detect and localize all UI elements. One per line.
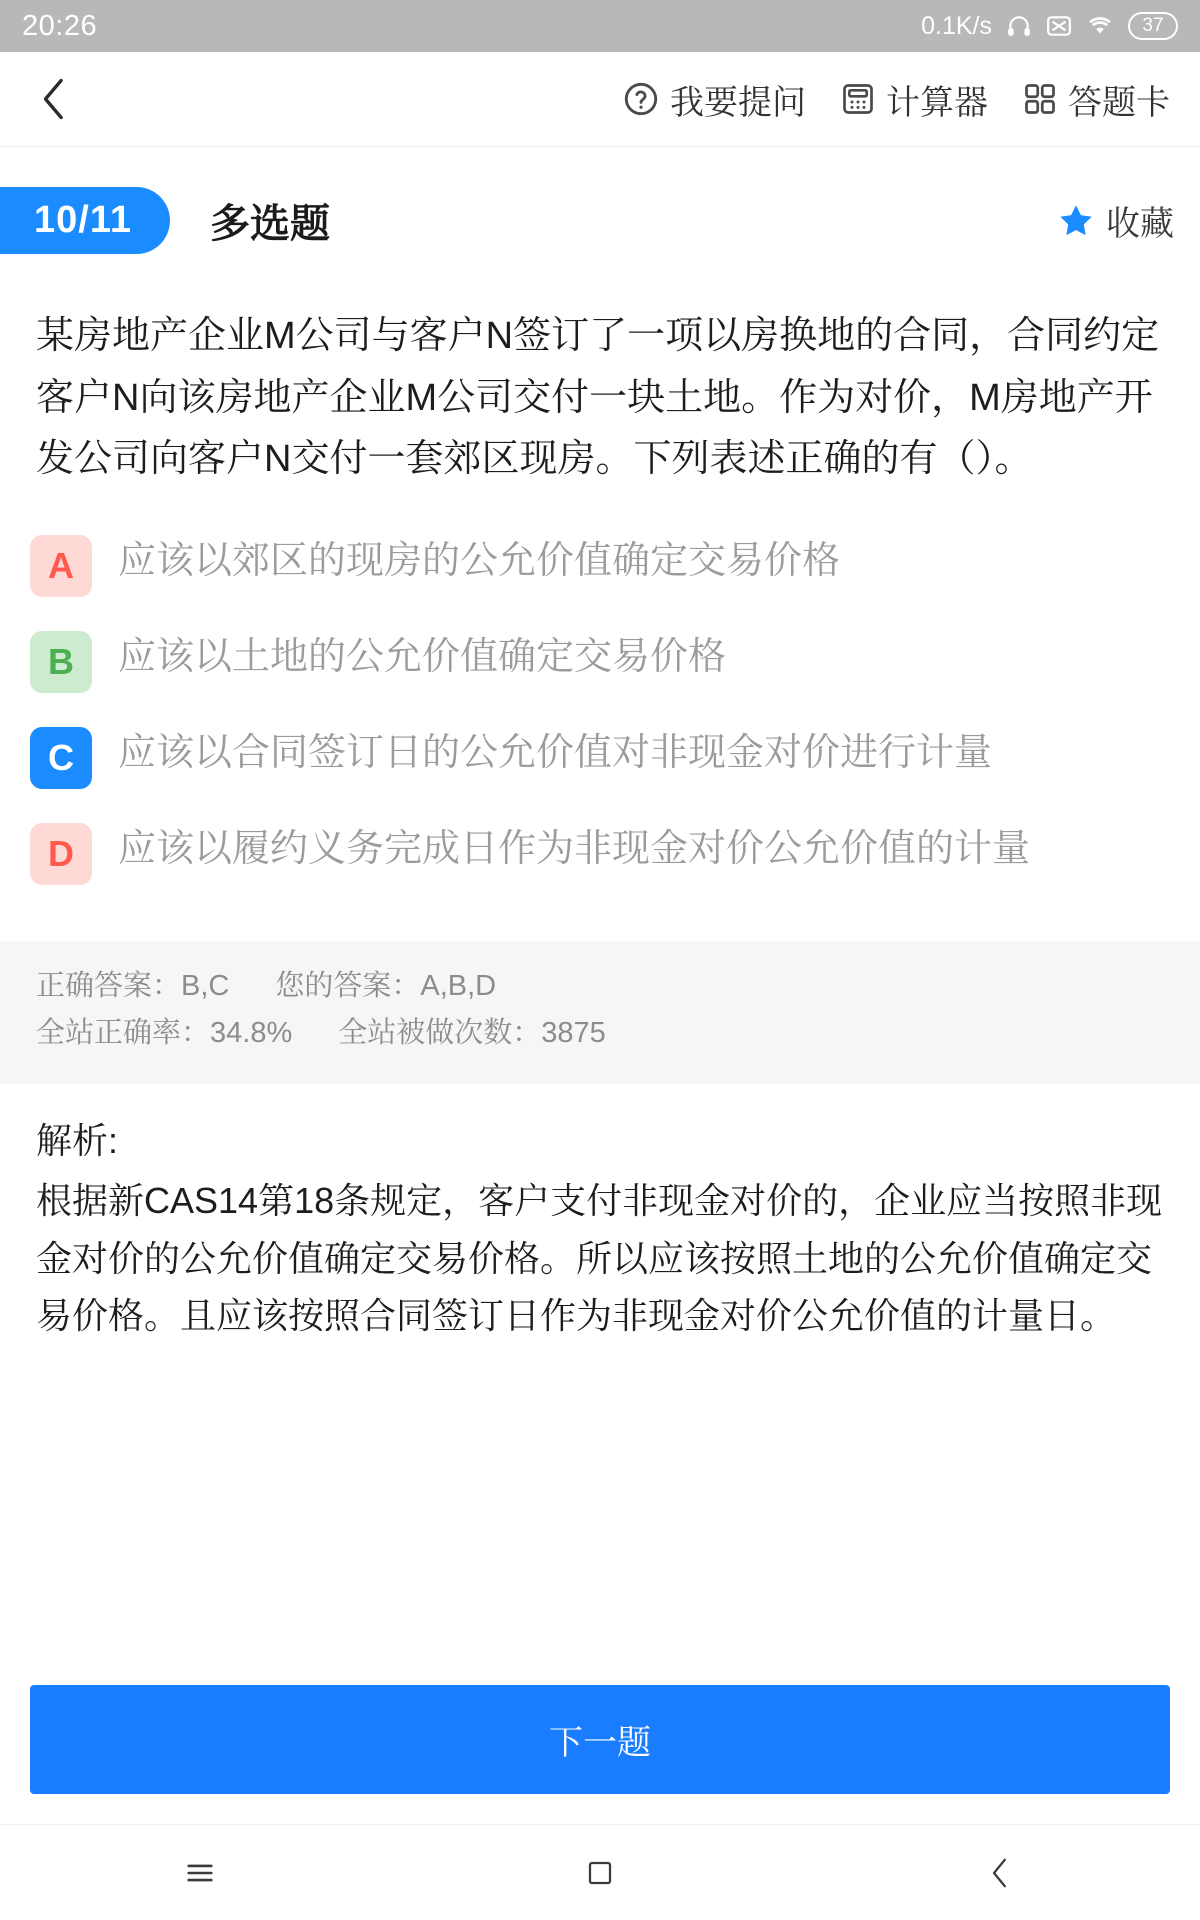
analysis-title: 解析: bbox=[36, 1120, 119, 1162]
answer-sheet-label: 答题卡 bbox=[1068, 83, 1170, 122]
option-b[interactable] bbox=[30, 627, 1164, 693]
site-accuracy-value: 34.8% bbox=[210, 1017, 293, 1050]
network-speed-label: 0.1K/s bbox=[921, 11, 992, 40]
option-b-text: 应该以土地的公允价值确定交易价格 bbox=[118, 635, 727, 678]
answer-summary bbox=[0, 941, 1200, 1085]
next-question-button[interactable]: 下一题 bbox=[30, 1685, 1170, 1794]
ask-question-button[interactable] bbox=[622, 75, 806, 124]
question-progress-badge: 10/11 bbox=[0, 187, 170, 254]
option-list bbox=[0, 491, 1200, 915]
answer-sheet-button[interactable] bbox=[1022, 75, 1170, 124]
site-attempts bbox=[338, 1010, 606, 1058]
analysis-text: 根据新CAS14第18条规定，客户支付非现金对价的，企业应当按照非现金对价的公允价值确定交易价格。所以应该按照土地的公允价值确定交易价格。且应该按照合同签订日作为非现金对价公允价值的计量日。 bbox=[36, 1179, 1163, 1337]
system-nav-bar bbox=[0, 1824, 1200, 1920]
headphone-icon bbox=[1006, 11, 1032, 41]
option-a-badge: A bbox=[30, 535, 92, 597]
question-circle-icon bbox=[622, 84, 660, 114]
app-bar-actions bbox=[622, 75, 1176, 124]
message-icon bbox=[1046, 11, 1072, 41]
back-icon[interactable] bbox=[24, 69, 84, 129]
calculator-button[interactable] bbox=[840, 75, 988, 124]
nav-back-icon[interactable] bbox=[940, 1825, 1060, 1920]
option-b-badge: B bbox=[30, 631, 92, 693]
option-c[interactable] bbox=[30, 723, 1164, 789]
option-d-text: 应该以履约义务完成日作为非现金对价公允价值的计量 bbox=[118, 827, 1031, 870]
site-attempts-label: 全站被做次数： bbox=[338, 1017, 542, 1050]
option-a-text: 应该以郊区的现房的公允价值确定交易价格 bbox=[118, 539, 841, 582]
star-icon bbox=[1056, 206, 1096, 236]
answer-sheet-icon bbox=[1022, 84, 1058, 114]
favorite-button[interactable] bbox=[1056, 196, 1174, 245]
option-c-text: 应该以合同签订日的公允价值对非现金对价进行计量 bbox=[118, 731, 993, 774]
analysis-section bbox=[0, 1084, 1200, 1685]
home-icon[interactable] bbox=[540, 1825, 660, 1920]
correct-answer-value: B,C bbox=[181, 969, 230, 1002]
status-right-cluster bbox=[921, 11, 1178, 41]
favorite-label: 收藏 bbox=[1106, 205, 1174, 243]
correct-answer bbox=[36, 963, 229, 1011]
answer-row-1 bbox=[36, 963, 1164, 1011]
your-answer bbox=[275, 963, 496, 1011]
question-header bbox=[0, 147, 1200, 280]
option-a[interactable] bbox=[30, 531, 1164, 597]
ask-question-label: 我要提问 bbox=[670, 83, 806, 122]
site-accuracy bbox=[36, 1010, 292, 1058]
wifi-icon bbox=[1086, 11, 1114, 41]
menu-icon[interactable] bbox=[140, 1825, 260, 1920]
your-answer-value: A,B,D bbox=[420, 969, 497, 1002]
battery-indicator: 37 bbox=[1128, 12, 1178, 40]
calculator-icon bbox=[840, 84, 876, 114]
status-bar bbox=[0, 0, 1200, 52]
app-bar bbox=[0, 52, 1200, 147]
footer-actions bbox=[0, 1685, 1200, 1824]
option-d[interactable] bbox=[30, 819, 1164, 885]
your-answer-label: 您的答案： bbox=[275, 969, 421, 1002]
question-text: 某房地产企业M公司与客户N签订了一项以房换地的合同，合同约定客户N向该房地产企业M公司交付一块土地。作为对价，M房地产开发公司向客户N交付一套郊区现房。下列表述正确的有（）。 bbox=[36, 315, 1160, 481]
correct-answer-label: 正确答案： bbox=[36, 969, 182, 1002]
site-accuracy-label: 全站正确率： bbox=[36, 1017, 211, 1050]
option-c-badge: C bbox=[30, 727, 92, 789]
site-attempts-value: 3875 bbox=[541, 1017, 606, 1050]
question-type-label: 多选题 bbox=[210, 202, 330, 246]
option-d-badge: D bbox=[30, 823, 92, 885]
calculator-label: 计算器 bbox=[886, 83, 988, 122]
status-clock: 20:26 bbox=[22, 9, 98, 42]
answer-row-2 bbox=[36, 1010, 1164, 1058]
